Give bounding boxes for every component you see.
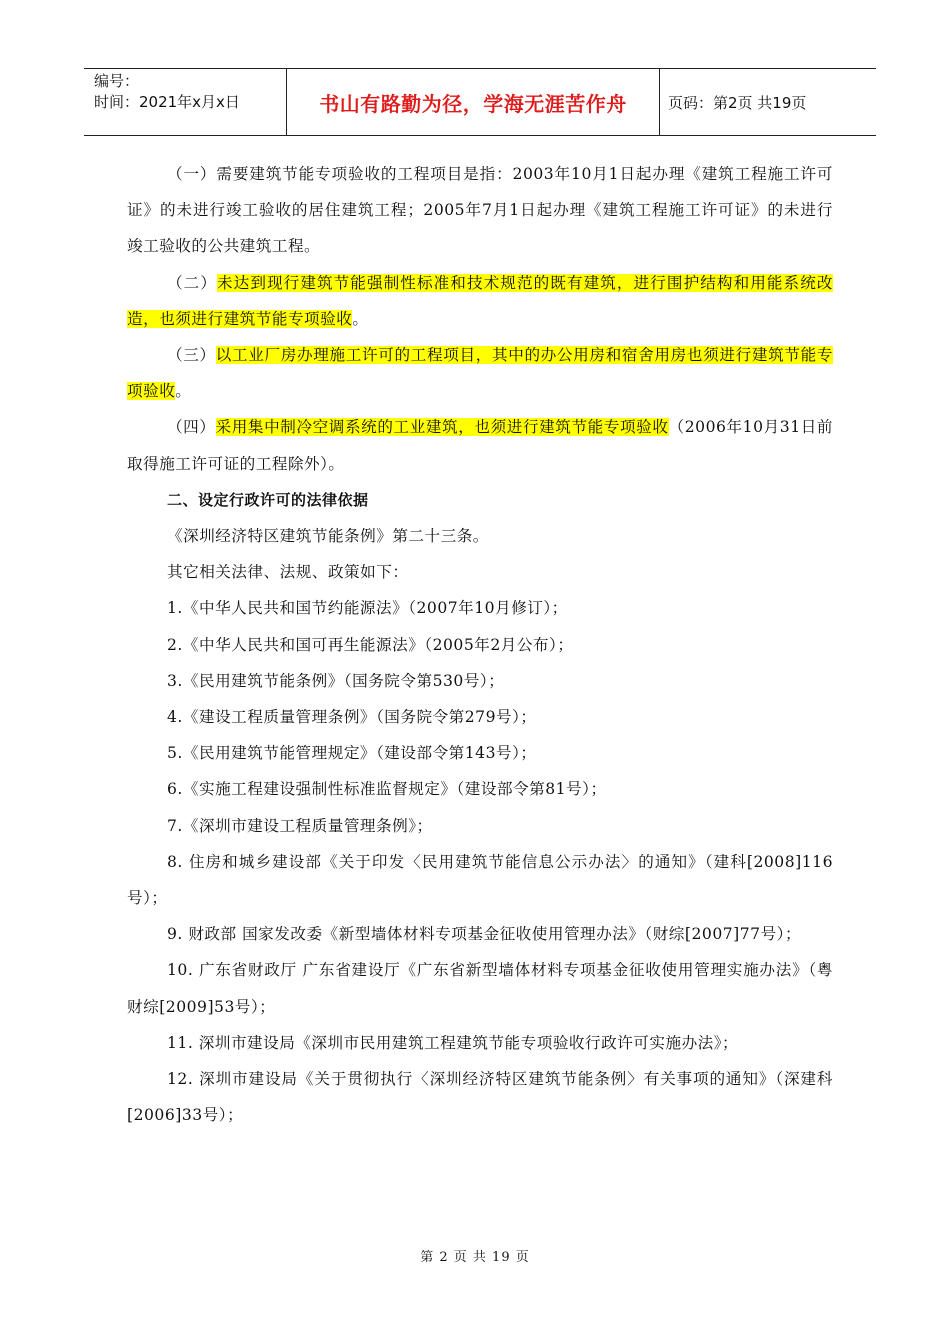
document-number-label: 编号： xyxy=(94,72,140,90)
law-item: 12. 深圳市建设局《关于贯彻执行〈深圳经济特区建筑节能条例〉有关事项的通知》（深建科[2006]33号）； xyxy=(127,1070,833,1125)
scope-2-prefix: （二） xyxy=(167,273,217,292)
paragraph-scope-4 xyxy=(127,409,833,481)
scope-2-suffix: 。 xyxy=(352,309,369,328)
header-motto: 书山有路勤为径，学海无涯苦作舟 xyxy=(286,69,660,135)
law-item: 7.《深圳市建设工程质量管理条例》； xyxy=(167,816,433,835)
document-time-label: 时间：2021年x月x日 xyxy=(94,93,240,111)
law-item: 10. 广东省财政厅 广东省建设厅《广东省新型墙体材料专项基金征收使用管理实施办法》（粤财综[2009]53号）； xyxy=(127,961,833,1016)
law-item: 8. 住房和城乡建设部《关于印发〈民用建筑节能信息公示办法〉的通知》（建科[2008]116号）； xyxy=(127,852,833,908)
header-page-number: 页码：第2页 共19页 xyxy=(668,93,807,112)
header-meta xyxy=(84,69,286,135)
scope-2-highlight: 未达到现行建筑节能强制性标准和技术规范的既有建筑，进行围护结构和用能系统改造，也须进行建筑节能专项验收 xyxy=(127,273,833,328)
law-item: 4.《建设工程质量管理条例》（国务院令第279号）； xyxy=(167,708,537,727)
document-body xyxy=(127,156,833,1133)
law-item: 2.《中华人民共和国可再生能源法》（2005年2月公布）； xyxy=(167,635,574,654)
paragraph-scope-3 xyxy=(127,337,833,409)
page-header xyxy=(84,68,876,136)
paragraph-scope-2 xyxy=(127,265,833,337)
scope-4-suffix: （2006年10月31日前取得施工许可证的工程除外）。 xyxy=(127,418,833,473)
law-item: 11. 深圳市建设局《深圳市民用建筑工程建筑节能专项验收行政许可实施办法》； xyxy=(167,1033,739,1052)
scope-4-highlight: 采用集中制冷空调系统的工业建筑，也须进行建筑节能专项验收 xyxy=(215,418,669,437)
paragraph-scope-1: （一）需要建筑节能专项验收的工程项目是指：2003年10月1日起办理《建筑工程施工许可证》的未进行竣工验收的居住建筑工程；2005年7月1日起办理《建筑工程施工许可证》的未进行竣工验收的公共建筑工程。 xyxy=(127,165,833,256)
scope-4-prefix: （四） xyxy=(167,418,216,437)
law-item: 1.《中华人民共和国节约能源法》（2007年10月修订）； xyxy=(167,599,568,618)
law-item: 6.《实施工程建设强制性标准监督规定》（建设部令第81号）； xyxy=(167,780,607,799)
law-item: 5.《民用建筑节能管理规定》（建设部令第143号）； xyxy=(167,744,537,763)
related-laws-intro: 其它相关法律、法规、政策如下： xyxy=(167,563,409,582)
law-item: 3.《民用建筑节能条例》（国务院令第530号）； xyxy=(167,671,505,690)
law-item: 9. 财政部 国家发改委《新型墙体材料专项基金征收使用管理办法》（财综[2007]77号）； xyxy=(167,925,802,944)
scope-3-suffix: 。 xyxy=(175,382,192,401)
section-heading-legal-basis: 二、设定行政许可的法律依据 xyxy=(167,490,369,509)
scope-3-highlight: 以工业厂房办理施工许可的工程项目，其中的办公用房和宿舍用房也须进行建筑节能专项验收 xyxy=(127,346,833,401)
page-footer: 第 2 页 共 19 页 xyxy=(420,1250,530,1265)
legal-basis-text: 《深圳经济特区建筑节能条例》第二十三条。 xyxy=(167,527,489,546)
scope-3-prefix: （三） xyxy=(167,346,216,365)
